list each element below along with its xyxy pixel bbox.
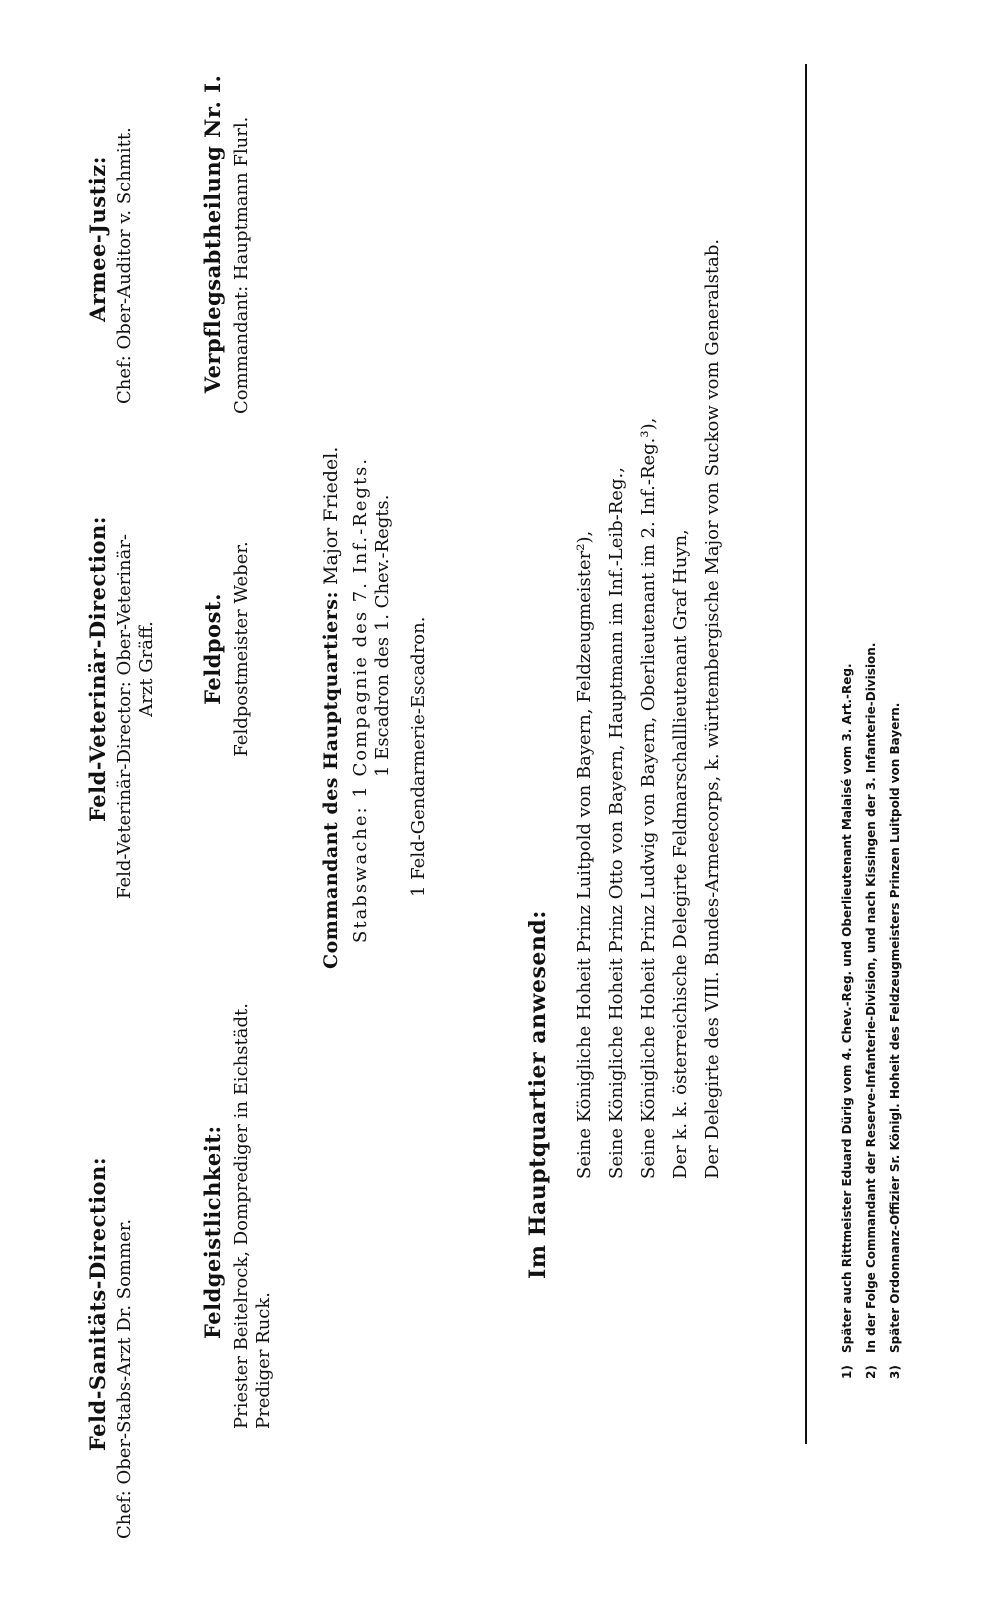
justiz-chef: Chef: Ober-Auditor v. Schmitt. (114, 127, 135, 404)
sanitaet-heading: Feld-Sanitäts-Direction: (85, 1156, 110, 1452)
footnote-3 (883, 279, 907, 1379)
anwesend-section (525, 129, 729, 1279)
footnotes (835, 279, 907, 1379)
sanitaet-chef: Chef: Ober-Stabs-Arzt Dr. Sommer. (114, 1218, 135, 1539)
list-item: Der k. k. österreichische Delegirte Feldmarschalllieutenant Graf Huyn, (670, 529, 691, 1179)
veterinaer-line2: Arzt Gräff. (136, 621, 157, 717)
feldpost-line1: Feldpostmeister Weber. (231, 541, 252, 757)
geistlichkeit-section (200, 1003, 275, 1429)
verpflegung-section (200, 54, 253, 414)
footnote-number: 3) (888, 1365, 902, 1379)
list-item: Seine Königliche Hoheit Prinz Otto von Bayern, Hauptmann im Inf.-Leib-Reg., (606, 467, 627, 1179)
geistlichkeit-heading: Feldgeistlichkeit: (200, 1125, 225, 1339)
sanitaet-section (85, 1069, 136, 1539)
footnote-text: In der Folge Commandant der Reserve-Infanterie-Division, und nach Kissingen der 3. Infanterie-Division. (864, 642, 878, 1353)
anwesend-heading: Im Hauptquartier anwesend: (525, 910, 551, 1279)
hauptquartier-commandant-section (320, 269, 430, 969)
stabswache-line1: Stabswache: 1 Compagnie des 7. Inf.-Regts. (350, 456, 371, 943)
footnote-text: Später auch Rittmeister Eduard Dürig vom 4. Chev.-Reg. und Oberlieutenant Malaisé vom 3. Art.-Reg. (840, 663, 854, 1353)
veterinaer-heading: Feld-Veterinär-Direction: (85, 515, 110, 823)
hauptquartier-commandant-name: Major Friedel. (320, 446, 342, 585)
hauptquartier-heading: Commandant des Hauptquartiers: (320, 591, 342, 969)
veterinaer-section (85, 439, 158, 899)
justiz-heading: Armee-Justiz: (85, 156, 110, 322)
justiz-section (85, 74, 136, 404)
feldpost-heading: Feldpost. (200, 593, 225, 705)
anwesend-list (569, 129, 729, 1279)
footnote-number: 1) (840, 1365, 854, 1379)
footnote-divider (805, 64, 807, 1444)
list-item: Seine Königliche Hoheit Prinz Ludwig von Bayern, Oberlieutenant im 2. Inf.-Reg.³), (638, 417, 659, 1179)
footnote-1 (835, 279, 859, 1379)
hauptquartier-heading-line (320, 269, 342, 969)
list-item: Seine Königliche Hoheit Prinz Luitpold von Bayern, Feldzeugmeister²), (574, 530, 595, 1179)
geistlichkeit-line1: Priester Beitelrock, Domprediger in Eichstädt. (231, 1003, 252, 1429)
verpflegung-commandant: Commandant: Hauptmann Flurl. (231, 116, 252, 414)
verpflegung-heading: Verpflegsabtheilung Nr. I. (200, 74, 225, 394)
stabswache-line2: 1 Escadron des 1. Chev.-Regts. (372, 494, 393, 777)
footnote-text: Später Ordonnanz-Offizier Sr. Königl. Hoheit des Feldzeugmeisters Prinzen Luitpold von Bayern. (888, 702, 902, 1353)
footnote-number: 2) (864, 1365, 878, 1379)
veterinaer-line1: Feld-Veterinär-Director: Ober-Veterinär- (114, 533, 135, 899)
list-item: Der Delegirte des VIII. Bundes-Armeecorps, k. württembergische Major von Suckow vom Generalstab. (702, 238, 723, 1179)
geistlichkeit-line2: Prediger Ruck. (253, 1291, 274, 1429)
feldpost-section (200, 499, 253, 799)
footnote-2 (859, 279, 883, 1379)
stabswache-line3: 1 Feld-Gendarmerie-Escadron. (408, 616, 429, 897)
